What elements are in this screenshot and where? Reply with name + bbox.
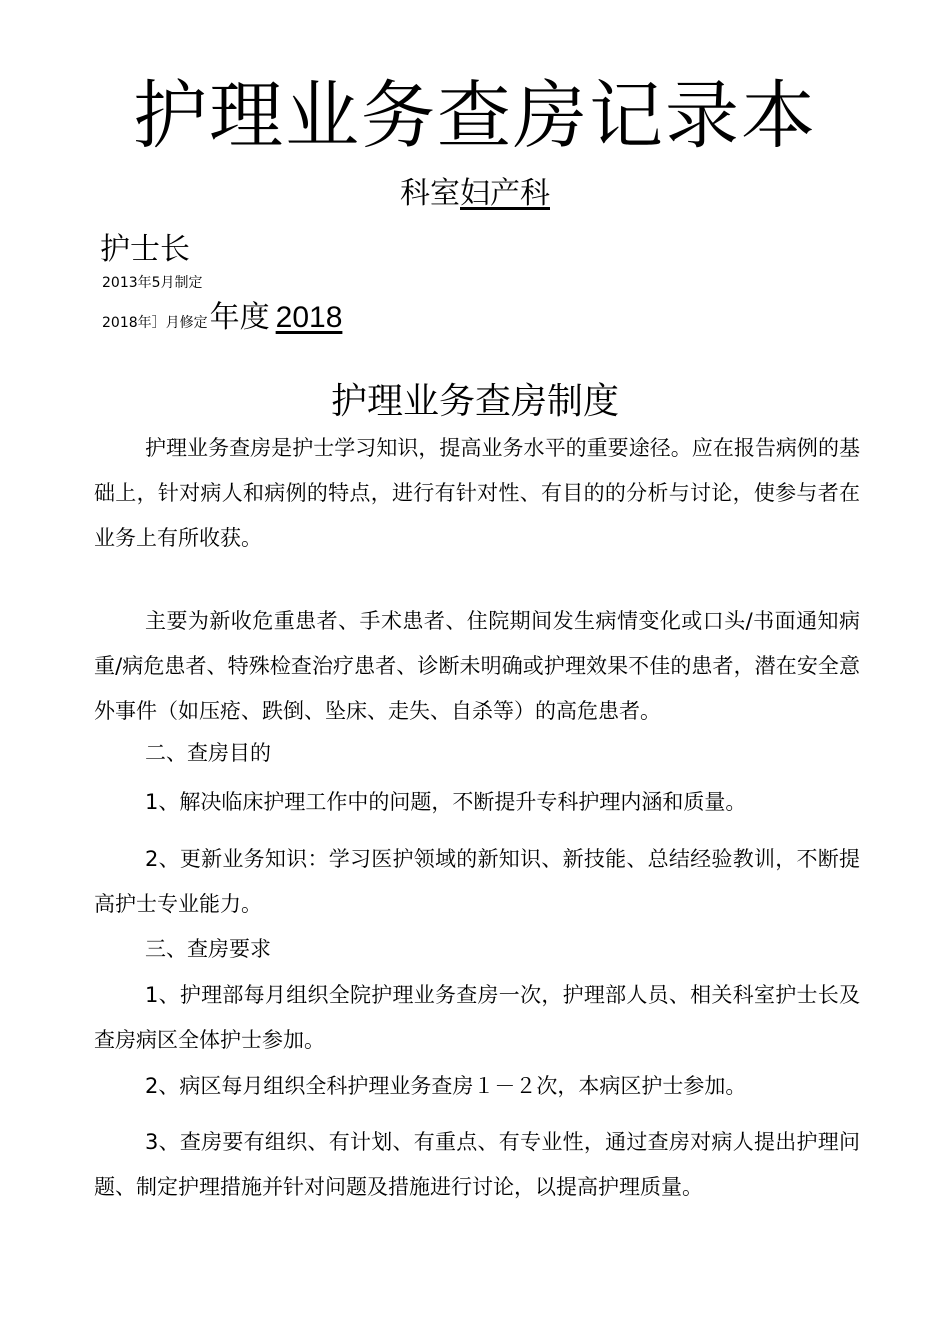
- section-heading-purpose: 二、查房目的: [145, 741, 271, 765]
- revised-date: 2018年］月修定: [102, 315, 208, 331]
- department-line: [0, 172, 950, 216]
- department-label: 科室: [400, 176, 460, 211]
- head-nurse-label: 护士长: [100, 232, 190, 267]
- requirement-item-2: 2、病区每月组织全科护理业务查房１－２次，本病区护士参加。: [145, 1074, 747, 1098]
- purpose-item-1: 1、解决临床护理工作中的问题，不断提升专科护理内涵和质量。: [145, 790, 747, 814]
- purpose-item-2: 2、更新业务知识：学习医护领域的新知识、新技能、总结经验教训，不断提高护士专业能力。: [94, 847, 860, 916]
- department-value: 妇产科: [460, 176, 550, 211]
- made-date: 2013年5月制定: [102, 275, 203, 291]
- year-label: 年度: [209, 300, 270, 335]
- document-title: 护理业务查房记录本: [133, 73, 817, 159]
- requirement-item-1: 1、护理部每月组织全院护理业务查房一次，护理部人员、相关科室护士长及查房病区全体护士参加。: [94, 983, 860, 1052]
- section-heading-requirements: 三、查房要求: [145, 937, 271, 961]
- year-value: 2018: [275, 301, 343, 334]
- requirement-item-3: 3、查房要有组织、有计划、有重点、有专业性，通过查房对病人提出护理问题、制定护理措施并针对问题及措施进行讨论，以提高护理质量。: [94, 1130, 860, 1199]
- policy-scope-paragraph: 主要为新收危重患者、手术患者、住院期间发生病情变化或口头/书面通知病重/病危患者、特殊检查治疗患者、诊断未明确或护理效果不佳的患者，潜在安全意外事件（如压疮、跌倒、坠床、走失、自杀等）的高危患者。: [94, 609, 860, 723]
- policy-intro-paragraph: 护理业务查房是护士学习知识，提高业务水平的重要途径。应在报告病例的基础上，针对病人和病例的特点，进行有针对性、有目的的分析与讨论，使参与者在业务上有所收获。: [94, 436, 860, 550]
- revision-line: [102, 300, 342, 336]
- policy-title: 护理业务查房制度: [330, 381, 619, 422]
